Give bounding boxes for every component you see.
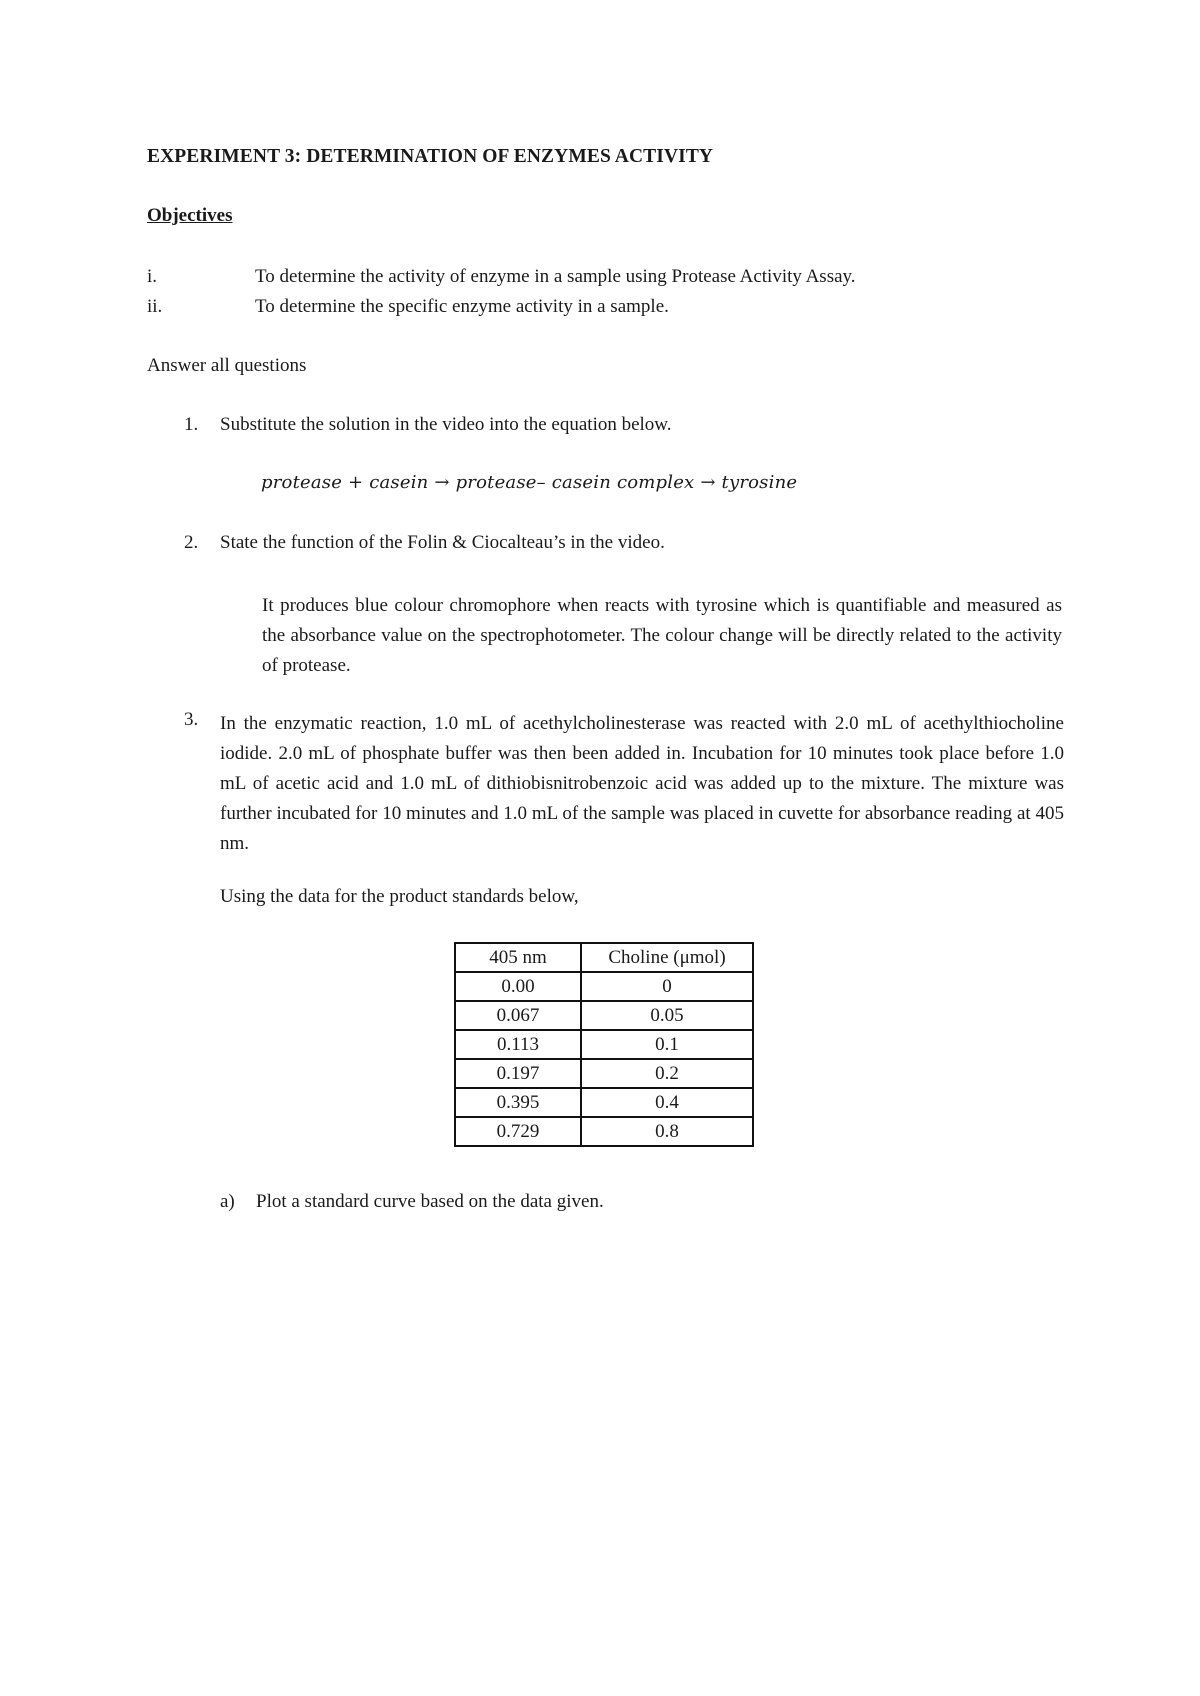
question-number: 3. xyxy=(184,709,199,730)
table-cell: 0 xyxy=(581,972,753,1001)
standards-table xyxy=(454,942,754,1147)
table-cell: 0.2 xyxy=(581,1059,753,1088)
objectives-heading: Objectives xyxy=(147,205,233,226)
table-row xyxy=(455,1059,753,1088)
table-cell: 0.4 xyxy=(581,1088,753,1117)
question-number: 2. xyxy=(184,532,199,553)
table-cell: 0.05 xyxy=(581,1001,753,1030)
sub-question-label: a) xyxy=(220,1191,235,1212)
objective-number: i. xyxy=(147,266,158,287)
objective-item xyxy=(147,266,1047,288)
objective-text: To determine the activity of enzyme in a sample using Protease Activity Assay. xyxy=(255,266,856,287)
question-text: In the enzymatic reaction, 1.0 mL of acethylcholinesterase was reacted with 2.0 mL of acethylthiocholine iodide. 2.0 mL of phosphate buffer was then been added in. Incubation for 10 minutes took place before 1.0 mL of acetic acid and 1.0 mL of dithiobisnitrobenzoic acid was added up to the mixture. The mixture was further incubated for 10 minutes and 1.0 mL of the sample was placed in cuvette for absorbance reading at 405 nm. xyxy=(220,713,1064,854)
table-cell: 0.729 xyxy=(455,1117,581,1146)
question-text: Substitute the solution in the video into the equation below. xyxy=(220,414,672,435)
table-cell: 0.00 xyxy=(455,972,581,1001)
table-cell: 0.113 xyxy=(455,1030,581,1059)
objective-text: To determine the specific enzyme activity in a sample. xyxy=(255,296,669,317)
page-title: EXPERIMENT 3: DETERMINATION OF ENZYMES ACTIVITY xyxy=(147,146,714,167)
table-cell: 0.8 xyxy=(581,1117,753,1146)
column-header: Choline (μmol) xyxy=(581,943,753,972)
table-header-row xyxy=(455,943,753,972)
table-intro: Using the data for the product standards below, xyxy=(220,886,579,907)
table-cell: 0.1 xyxy=(581,1030,753,1059)
objective-number: ii. xyxy=(147,296,163,317)
table-row xyxy=(455,1117,753,1146)
instructions: Answer all questions xyxy=(147,355,307,376)
table-cell: 0.067 xyxy=(455,1001,581,1030)
objective-item xyxy=(147,296,1047,318)
table-cell: 0.197 xyxy=(455,1059,581,1088)
table-row xyxy=(455,1030,753,1059)
table-cell: 0.395 xyxy=(455,1088,581,1117)
question-text: State the function of the Folin & Ciocalteau’s in the video. xyxy=(220,532,665,553)
table-row xyxy=(455,1088,753,1117)
reaction-equation: protease + casein → protease– casein complex → tyrosine xyxy=(261,472,798,493)
question-number: 1. xyxy=(184,414,199,435)
sub-question-a xyxy=(220,1191,1020,1213)
sub-question-text: Plot a standard curve based on the data given. xyxy=(256,1191,604,1212)
answer-text: It produces blue colour chromophore when reacts with tyrosine which is quantifiable and measured as the absorbance value on the spectrophotometer. The colour change will be directly related to the activity of protease. xyxy=(262,595,1062,676)
table-row xyxy=(455,972,753,1001)
column-header: 405 nm xyxy=(455,943,581,972)
table-row xyxy=(455,1001,753,1030)
